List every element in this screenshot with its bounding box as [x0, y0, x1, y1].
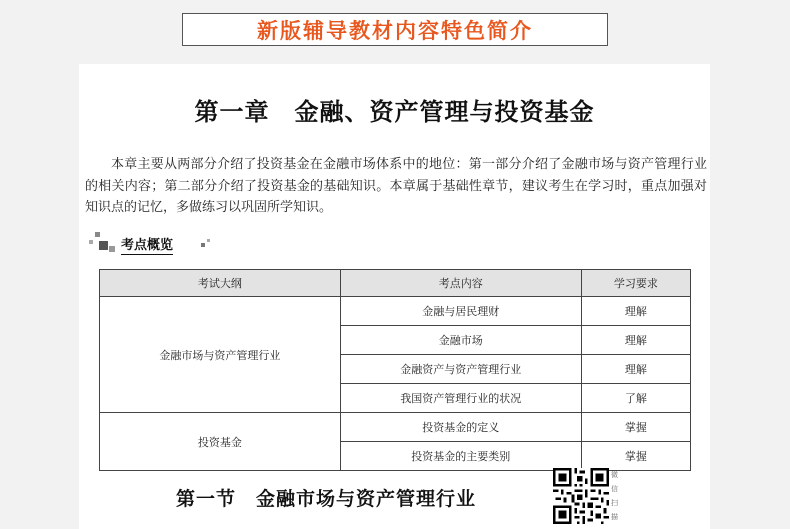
- content-cell: 金融与居民理财: [340, 297, 581, 326]
- decorative-square-icon: [89, 240, 93, 244]
- section-tag-overview: [91, 232, 221, 256]
- requirement-cell: 理解: [581, 297, 690, 326]
- decorative-square-icon: [99, 241, 108, 250]
- table-header-row: [100, 270, 691, 297]
- content-cell: 金融市场: [340, 326, 581, 355]
- outline-cell: 金融市场与资产管理行业: [100, 297, 341, 413]
- decorative-square-icon: [109, 246, 115, 252]
- header-banner: [182, 13, 608, 46]
- requirement-cell: 掌握: [581, 413, 690, 442]
- content-cell: 投资基金的主要类别: [340, 442, 581, 471]
- header-content: 考点内容: [340, 270, 581, 297]
- content-cell: 金融资产与资产管理行业: [340, 355, 581, 384]
- header-requirement: 学习要求: [581, 270, 690, 297]
- outline-cell: 投资基金: [100, 413, 341, 471]
- chapter-title: 第一章 金融、资产管理与投资基金: [194, 97, 595, 126]
- decorative-square-icon: [95, 232, 100, 237]
- qr-caption-char: 信: [611, 485, 618, 493]
- qr-caption-char: 描: [611, 513, 618, 521]
- table-row: [100, 413, 691, 442]
- requirement-cell: 理解: [581, 326, 690, 355]
- content-cell: 投资基金的定义: [340, 413, 581, 442]
- banner-title: 新版辅导教材内容特色简介: [257, 17, 533, 43]
- qr-caption-char: 扫: [611, 499, 618, 507]
- table-row: [100, 297, 691, 326]
- intro-paragraph: 本章主要从两部分介绍了投资基金在金融市场体系中的地位：第一部分介绍了金融市场与资产管理行业的相关内容；第二部分介绍了投资基金的基础知识。本章属于基础性章节，建议考生在学习时，重点加强对知识点的记忆，多做练习以巩固所学知识。: [85, 157, 707, 215]
- section-title: 第一节 金融市场与资产管理行业: [176, 488, 477, 510]
- decorative-square-icon: [201, 243, 205, 247]
- requirement-cell: 掌握: [581, 442, 690, 471]
- qr-caption: [611, 468, 621, 524]
- content-cell: 我国资产管理行业的状况: [340, 384, 581, 413]
- qr-caption-char: 微: [611, 471, 618, 479]
- qr-code-icon[interactable]: [553, 468, 609, 524]
- requirement-cell: 理解: [581, 355, 690, 384]
- decorative-square-icon: [207, 239, 210, 242]
- document-page: [79, 64, 710, 529]
- key-points-table: [99, 269, 691, 471]
- header-outline: 考试大纲: [100, 270, 341, 297]
- section-tag-label: 考点概览: [121, 234, 173, 255]
- requirement-cell: 了解: [581, 384, 690, 413]
